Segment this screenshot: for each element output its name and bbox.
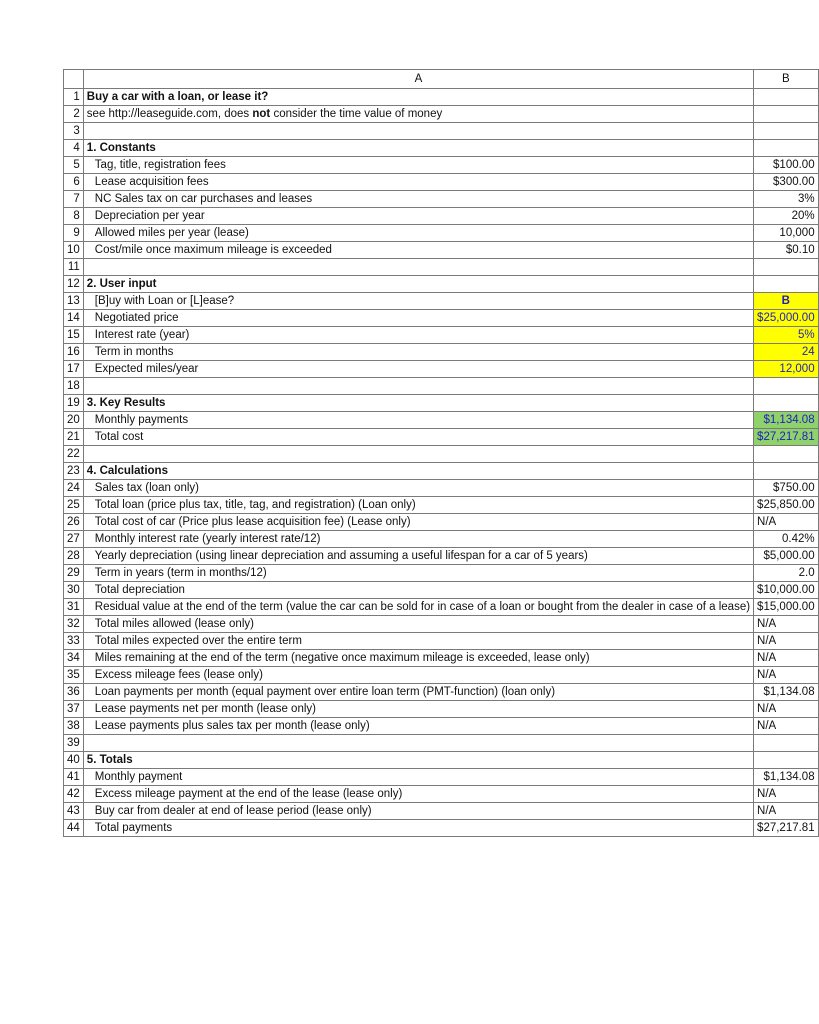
table-row	[64, 89, 819, 106]
row-number[interactable]: 38	[64, 718, 84, 735]
cell-a-label[interactable]	[83, 327, 753, 344]
row-number[interactable]: 15	[64, 327, 84, 344]
table-row	[64, 446, 819, 463]
result-cell-b[interactable]: $27,217.81	[754, 429, 819, 446]
cell-a-text: Total miles expected over the entire term	[94, 635, 302, 647]
row-number[interactable]: 8	[64, 208, 84, 225]
table-row	[64, 395, 819, 412]
row-number[interactable]: 28	[64, 548, 84, 565]
cell-a-text: Monthly interest rate (yearly interest rate/12)	[94, 533, 321, 545]
table-row	[64, 140, 819, 157]
cell-a-text: Excess mileage payment at the end of the lease (lease only)	[94, 788, 403, 800]
cell-a-label[interactable]	[83, 701, 753, 718]
cell-a-label[interactable]	[83, 684, 753, 701]
cell-a-text: Total cost	[94, 431, 144, 443]
cell-a-text: Term in years (term in months/12)	[94, 567, 267, 579]
cell-b[interactable]	[754, 89, 819, 106]
cell-b-value[interactable]: $10,000.00	[754, 582, 819, 599]
row-number[interactable]: 36	[64, 684, 84, 701]
cell-a-text: 5. Totals	[86, 754, 133, 766]
cell-b-value[interactable]	[754, 123, 819, 140]
table-row	[64, 803, 819, 820]
cell-a-text: Total loan (price plus tax, title, tag, and registration) (Loan only)	[94, 499, 416, 511]
row-number[interactable]: 5	[64, 157, 84, 174]
cell-b-value[interactable]: $0.10	[754, 242, 819, 259]
cell-a-text: Buy car from dealer at end of lease period (lease only)	[94, 805, 372, 817]
cell-a-text	[87, 261, 95, 273]
cell-b-value[interactable]: N/A	[754, 786, 819, 803]
cell-a-label[interactable]	[83, 123, 753, 140]
cell-b-value[interactable]	[754, 752, 819, 769]
table-row	[64, 531, 819, 548]
cell-b-value[interactable]: $25,850.00	[754, 497, 819, 514]
cell-a-label[interactable]	[83, 820, 753, 837]
cell-a-label[interactable]	[83, 735, 753, 752]
cell-a-text: [B]uy with Loan or [L]ease?	[94, 295, 235, 307]
cell-a-label[interactable]	[83, 582, 753, 599]
cell-a-text: Cost/mile once maximum mileage is exceeded	[94, 244, 332, 256]
row-number[interactable]: 13	[64, 293, 84, 310]
row-number[interactable]: 29	[64, 565, 84, 582]
row-number[interactable]: 19	[64, 395, 84, 412]
row-number[interactable]: 10	[64, 242, 84, 259]
cell-a-label[interactable]	[83, 667, 753, 684]
sheet-title[interactable]: Buy a car with a loan, or lease it?	[83, 89, 753, 106]
table-row	[64, 786, 819, 803]
cell-a-text: 1. Constants	[86, 142, 156, 154]
table-row	[64, 276, 819, 293]
column-header-row	[64, 70, 819, 89]
note-text-post: consider the time value of money	[270, 108, 443, 120]
cell-b-value[interactable]: N/A	[754, 667, 819, 684]
table-row	[64, 548, 819, 565]
cell-b-value[interactable]: 2.0	[754, 565, 819, 582]
column-header-a[interactable]: A	[83, 70, 753, 89]
table-row	[64, 429, 819, 446]
table-row	[64, 497, 819, 514]
cell-a-label[interactable]	[83, 786, 753, 803]
cell-a-text: Excess mileage fees (lease only)	[94, 669, 263, 681]
cell-a-text: Residual value at the end of the term (value the car can be sold for in case of a loan or bought from the dealer in case of a lease)	[94, 601, 751, 613]
cell-a-label[interactable]	[83, 361, 753, 378]
table-row	[64, 667, 819, 684]
cell-a-label[interactable]	[83, 344, 753, 361]
cell-b-value[interactable]: N/A	[754, 616, 819, 633]
row-number[interactable]: 22	[64, 446, 84, 463]
row-number[interactable]: 33	[64, 633, 84, 650]
cell-a-text: Sales tax (loan only)	[94, 482, 199, 494]
table-row	[64, 225, 819, 242]
input-cell-b[interactable]: $25,000.00	[754, 310, 819, 327]
spreadsheet	[63, 69, 819, 837]
cell-a-text	[87, 737, 95, 749]
cell-a-label[interactable]	[83, 412, 753, 429]
cell-a-label[interactable]	[83, 310, 753, 327]
cell-a-text	[87, 380, 95, 392]
cell-a-text: 3. Key Results	[86, 397, 166, 409]
cell-a-text: Monthly payment	[94, 771, 183, 783]
table-row	[64, 327, 819, 344]
cell-a-label[interactable]	[83, 633, 753, 650]
cell-a-label[interactable]	[83, 599, 753, 616]
table-row	[64, 480, 819, 497]
cell-a-text: Depreciation per year	[94, 210, 205, 222]
cell-a-label[interactable]	[83, 548, 753, 565]
row-number[interactable]: 2	[64, 106, 84, 123]
table-row	[64, 650, 819, 667]
cell-a-label[interactable]	[83, 803, 753, 820]
table-row	[64, 582, 819, 599]
cell-b-value[interactable]: N/A	[754, 803, 819, 820]
row-number[interactable]: 26	[64, 514, 84, 531]
cell-a-label[interactable]	[83, 157, 753, 174]
table-row	[64, 123, 819, 140]
row-number[interactable]: 34	[64, 650, 84, 667]
cell-a-label[interactable]	[83, 480, 753, 497]
cell-b-value[interactable]: N/A	[754, 514, 819, 531]
table-row	[64, 361, 819, 378]
row-number[interactable]: 41	[64, 769, 84, 786]
cell-a-text: Lease payments net per month (lease only)	[94, 703, 316, 715]
cell-a-label[interactable]	[83, 174, 753, 191]
cell-a-label[interactable]	[83, 616, 753, 633]
cell-a-text: Interest rate (year)	[94, 329, 190, 341]
table-row	[64, 208, 819, 225]
cell-a-text	[87, 448, 95, 460]
cell-a-label[interactable]	[83, 769, 753, 786]
cell-a-label[interactable]	[83, 429, 753, 446]
cell-b-value[interactable]: 0.42%	[754, 531, 819, 548]
cell-b-value[interactable]: N/A	[754, 650, 819, 667]
row-number[interactable]: 18	[64, 378, 84, 395]
cell-b[interactable]	[754, 106, 819, 123]
cell-a-label[interactable]	[83, 650, 753, 667]
row-number[interactable]: 44	[64, 820, 84, 837]
cell-b-value[interactable]	[754, 395, 819, 412]
section-heading[interactable]	[83, 395, 753, 412]
cell-a-label[interactable]	[83, 446, 753, 463]
row-number[interactable]: 31	[64, 599, 84, 616]
table-row	[64, 242, 819, 259]
section-heading[interactable]	[83, 276, 753, 293]
cell-a-label[interactable]	[83, 208, 753, 225]
table-row	[64, 718, 819, 735]
row-number[interactable]: 3	[64, 123, 84, 140]
cell-a-text: Miles remaining at the end of the term (negative once maximum mileage is exceeded, lease only)	[94, 652, 590, 664]
cell-a-label[interactable]	[83, 565, 753, 582]
row-number[interactable]: 24	[64, 480, 84, 497]
table-row	[64, 259, 819, 276]
cell-a-text: Total miles allowed (lease only)	[94, 618, 254, 630]
cell-b-value[interactable]: $15,000.00	[754, 599, 819, 616]
row-number[interactable]: 23	[64, 463, 84, 480]
input-cell-b[interactable]: 12,000	[754, 361, 819, 378]
table-row	[64, 684, 819, 701]
row-number[interactable]: 30	[64, 582, 84, 599]
section-heading[interactable]	[83, 752, 753, 769]
row-number[interactable]: 12	[64, 276, 84, 293]
cell-a-label[interactable]	[83, 259, 753, 276]
table-row	[64, 752, 819, 769]
cell-a-label[interactable]	[83, 497, 753, 514]
cell-b-value[interactable]	[754, 463, 819, 480]
row-number[interactable]: 4	[64, 140, 84, 157]
cell-b-value[interactable]	[754, 259, 819, 276]
cell-b-value[interactable]: N/A	[754, 701, 819, 718]
row-number[interactable]: 27	[64, 531, 84, 548]
cell-b-value[interactable]	[754, 140, 819, 157]
table-row	[64, 293, 819, 310]
row-number[interactable]: 21	[64, 429, 84, 446]
row-number[interactable]: 14	[64, 310, 84, 327]
cell-a-text: 4. Calculations	[86, 465, 168, 477]
table-row	[64, 463, 819, 480]
row-number[interactable]: 42	[64, 786, 84, 803]
cell-a-text: Lease acquisition fees	[94, 176, 209, 188]
table-row	[64, 820, 819, 837]
row-number[interactable]: 32	[64, 616, 84, 633]
cell-b-value[interactable]: 3%	[754, 191, 819, 208]
cell-a-text: 2. User input	[86, 278, 157, 290]
cell-a-label[interactable]	[83, 378, 753, 395]
row-number[interactable]: 11	[64, 259, 84, 276]
note-text-bold: not	[252, 108, 271, 120]
row-number[interactable]: 40	[64, 752, 84, 769]
cell-a-text: Total payments	[94, 822, 173, 834]
cell-b-value[interactable]: $300.00	[754, 174, 819, 191]
cell-a-label[interactable]	[83, 225, 753, 242]
result-cell-b[interactable]: $1,134.08	[754, 412, 819, 429]
cell-b-value[interactable]: N/A	[754, 633, 819, 650]
table-row	[64, 633, 819, 650]
column-header-b[interactable]: B	[754, 70, 819, 89]
cell-b-value[interactable]: 10,000	[754, 225, 819, 242]
cell-b-value[interactable]: N/A	[754, 718, 819, 735]
input-cell-b[interactable]: B	[754, 293, 819, 310]
row-number[interactable]: 43	[64, 803, 84, 820]
cell-b-value[interactable]: $5,000.00	[754, 548, 819, 565]
cell-a-text: Lease payments plus sales tax per month (lease only)	[94, 720, 370, 732]
row-number[interactable]: 25	[64, 497, 84, 514]
cell-a-label[interactable]	[83, 514, 753, 531]
row-number[interactable]: 20	[64, 412, 84, 429]
table-row	[64, 310, 819, 327]
table-row	[64, 599, 819, 616]
cell-b-value[interactable]: $1,134.08	[754, 769, 819, 786]
input-cell-b[interactable]: 24	[754, 344, 819, 361]
cell-a-text: Negotiated price	[94, 312, 179, 324]
cell-a-label[interactable]	[83, 718, 753, 735]
cell-a-text: Tag, title, registration fees	[94, 159, 226, 171]
source-note[interactable]	[83, 106, 753, 123]
cell-b-value[interactable]: $100.00	[754, 157, 819, 174]
cell-b-value[interactable]: $27,217.81	[754, 820, 819, 837]
row-number[interactable]: 6	[64, 174, 84, 191]
cell-a-label[interactable]	[83, 242, 753, 259]
input-cell-b[interactable]: 5%	[754, 327, 819, 344]
table-row	[64, 106, 819, 123]
cell-b-value[interactable]	[754, 378, 819, 395]
cell-a-text: Term in months	[94, 346, 174, 358]
table-row	[64, 514, 819, 531]
cell-a-text: Allowed miles per year (lease)	[94, 227, 249, 239]
row-number[interactable]: 1	[64, 89, 84, 106]
row-number[interactable]: 39	[64, 735, 84, 752]
table-row	[64, 565, 819, 582]
table-row	[64, 378, 819, 395]
row-number[interactable]: 16	[64, 344, 84, 361]
table-row	[64, 174, 819, 191]
row-number[interactable]: 35	[64, 667, 84, 684]
table-row	[64, 735, 819, 752]
section-heading[interactable]	[83, 463, 753, 480]
cell-a-label[interactable]	[83, 293, 753, 310]
cell-b-value[interactable]	[754, 446, 819, 463]
row-number[interactable]: 9	[64, 225, 84, 242]
cell-a-text: Loan payments per month (equal payment over entire loan term (PMT-function) (loan only)	[94, 686, 556, 698]
cell-a-text: Monthly payments	[94, 414, 189, 426]
cell-a-text: Total cost of car (Price plus lease acquisition fee) (Lease only)	[94, 516, 411, 528]
row-number[interactable]: 7	[64, 191, 84, 208]
cell-b-value[interactable]: $1,134.08	[754, 684, 819, 701]
cell-a-label[interactable]	[83, 191, 753, 208]
cell-b-value[interactable]: 20%	[754, 208, 819, 225]
row-number[interactable]: 37	[64, 701, 84, 718]
cell-a-text: Total depreciation	[94, 584, 185, 596]
table-row	[64, 191, 819, 208]
table-row	[64, 616, 819, 633]
cell-a-label[interactable]	[83, 531, 753, 548]
corner-cell[interactable]	[64, 70, 84, 89]
cell-b-value[interactable]: $750.00	[754, 480, 819, 497]
cell-a-text: Yearly depreciation (using linear depreciation and assuming a useful lifespan for a car of 5 years)	[94, 550, 588, 562]
row-number[interactable]: 17	[64, 361, 84, 378]
cell-b-value[interactable]	[754, 276, 819, 293]
table-row	[64, 157, 819, 174]
table-row	[64, 412, 819, 429]
section-heading[interactable]	[83, 140, 753, 157]
cell-b-value[interactable]	[754, 735, 819, 752]
table-row	[64, 344, 819, 361]
note-text-pre: see http://leaseguide.com, does	[86, 108, 253, 120]
cell-a-text	[87, 125, 95, 137]
cell-a-text: Expected miles/year	[94, 363, 199, 375]
table-row	[64, 769, 819, 786]
cell-a-text: NC Sales tax on car purchases and leases	[94, 193, 313, 205]
table-row	[64, 701, 819, 718]
